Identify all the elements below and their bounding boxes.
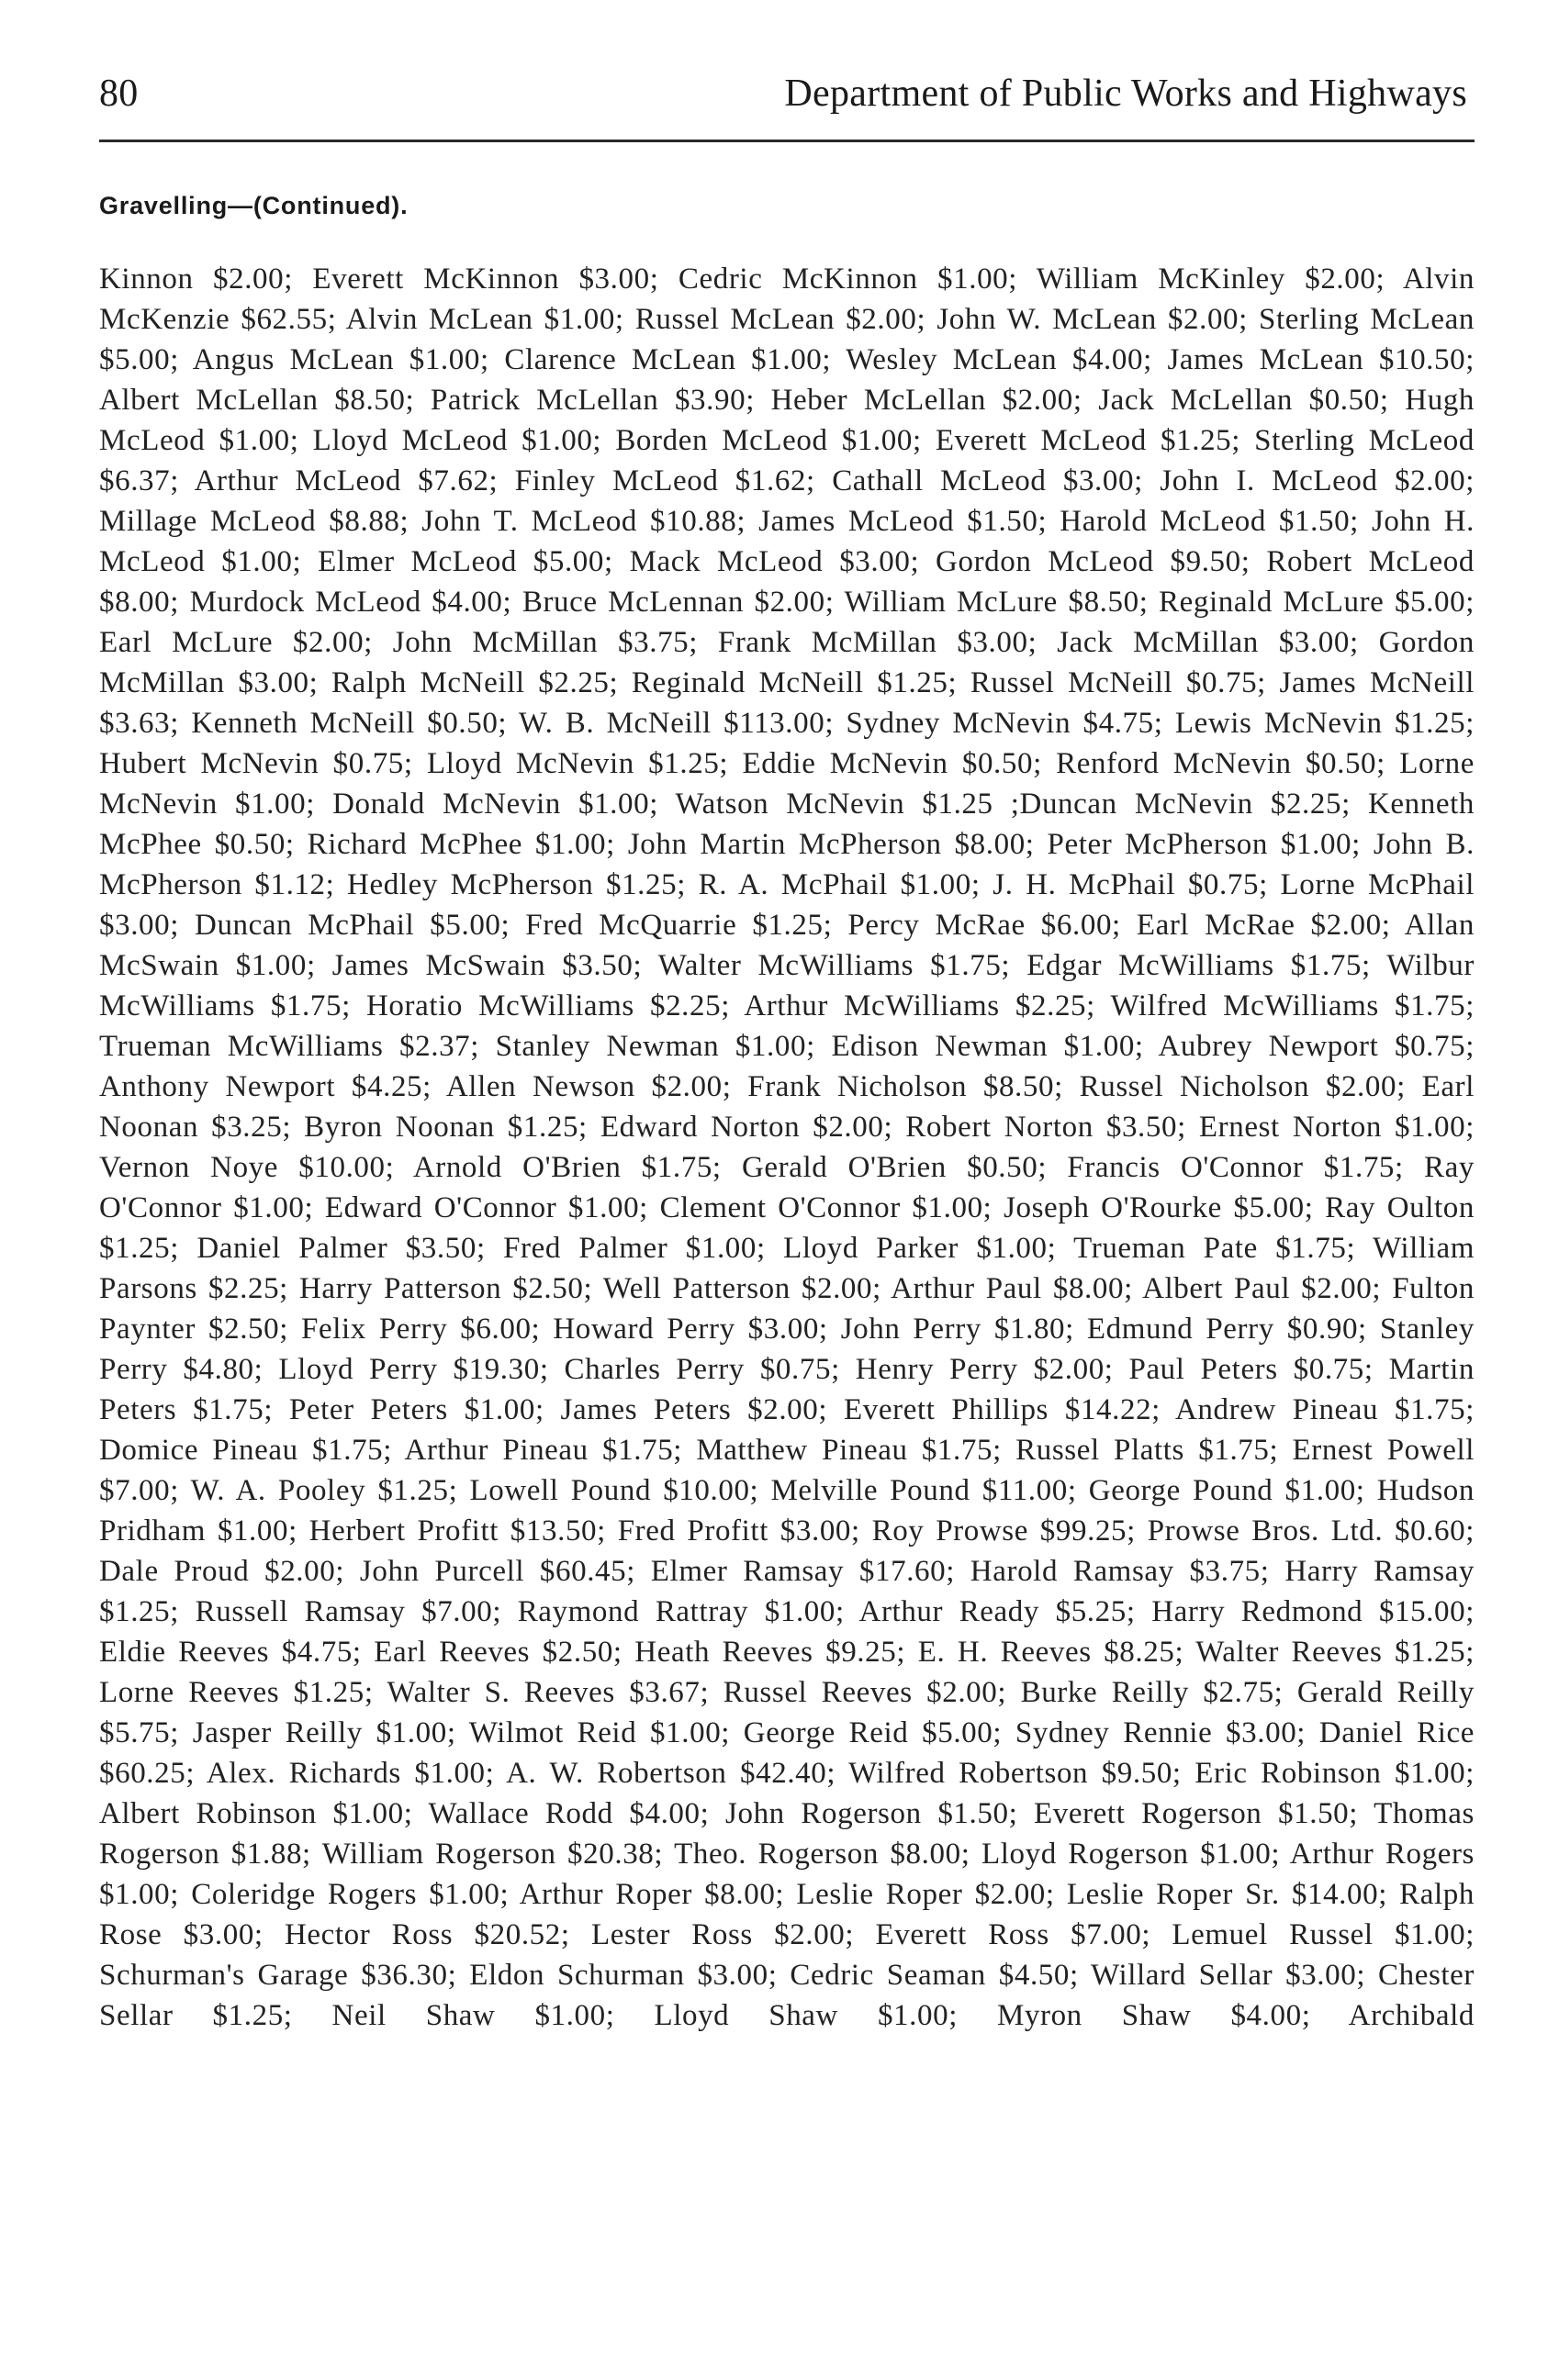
page-title: Department of Public Works and Highways xyxy=(784,73,1467,115)
section-title: Gravelling—(Continued). xyxy=(99,192,409,219)
page-header xyxy=(99,72,1475,142)
body-paragraph: Kinnon $2.00; Everett McKinnon $3.00; Cedric McKinnon $1.00; William McKinley $2.00; Alvin McKenzie $62.55; Alvin McLean $1.00; Russel McLean $2.00; John W. McLean $2.00; Sterling McLean $5.00; Angus McLean $1.00; Clarence McLean $1.00; Wesley McLean $4.00; James McLean $10.50; Albert McLellan $8.50; Patrick McLellan $3.90; Heber McLellan $2.00; Jack McLellan $0.50; Hugh McLeod $1.00; Lloyd McLeod $1.00; Borden McLeod $1.00; Everett McLeod $1.25; Sterling McLeod $6.37; Arthur McLeod $7.62; Finley McLeod $1.62; Cathall McLeod $3.00; John I. McLeod $2.00; Millage McLeod $8.88; John T. McLeod $10.88; James McLeod $1.50; Harold McLeod $1.50; John H. McLeod $1.00; Elmer McLeod $5.00; Mack McLeod $3.00; Gordon McLeod $9.50; Robert McLeod $8.00; Murdock McLeod $4.00; Bruce McLennan $2.00; William McLure $8.50; Reginald McLure $5.00; Earl McLure $2.00; John McMillan $3.75; Frank McMillan $3.00; Jack McMillan $3.00; Gordon McMillan $3.00; Ralph McNeill $2.25; Reginald McNeill $1.25; Russel McNeill $0.75; James McNeill $3.63; Kenneth McNeill $0.50; W. B. McNeill $113.00; Sydney McNevin $4.75; Lewis McNevin $1.25; Hubert McNevin $0.75; Lloyd McNevin $1.25; Eddie McNevin $0.50; Renford McNevin $0.50; Lorne McNevin $1.00; Donald McNevin $1.00; Watson McNevin $1.25 ;Duncan McNevin $2.25; Kenneth McPhee $0.50; Richard McPhee $1.00; John Martin McPherson $8.00; Peter McPherson $1.00; John B. McPherson $1.12; Hedley McPherson $1.25; R. A. McPhail $1.00; J. H. McPhail $0.75; Lorne McPhail $3.00; Duncan McPhail $5.00; Fred McQuarrie $1.25; Percy McRae $6.00; Earl McRae $2.00; Allan McSwain $1.00; James McSwain $3.50; Walter McWilliams $1.75; Edgar McWilliams $1.75; Wilbur McWilliams $1.75; Horatio McWilliams $2.25; Arthur McWilliams $2.25; Wilfred McWilliams $1.75; Trueman McWilliams $2.37; Stanley Newman $1.00; Edison Newman $1.00; Aubrey Newport $0.75; Anthony Newport $4.25; Allen Newson $2.00; Frank Nicholson $8.50; Russel Nicholson $2.00; Earl Noonan $3.25; Byron Noonan $1.25; Edward Norton $2.00; Robert Norton $3.50; Ernest Norton $1.00; Vernon Noye $10.00; Arnold O'Brien $1.75; Gerald O'Brien $0.50; Francis O'Connor $1.75; Ray O'Connor $1.00; Edward O'Connor $1.00; Clement O'Connor $1.00; Joseph O'Rourke $5.00; Ray Oulton $1.25; Daniel Palmer $3.50; Fred Palmer $1.00; Lloyd Parker $1.00; Trueman Pate $1.75; William Parsons $2.25; Harry Patterson $2.50; Well Patterson $2.00; Arthur Paul $8.00; Albert Paul $2.00; Fulton Paynter $2.50; Felix Perry $6.00; Howard Perry $3.00; John Perry $1.80; Edmund Perry $0.90; Stanley Perry $4.80; Lloyd Perry $19.30; Charles Perry $0.75; Henry Perry $2.00; Paul Peters $0.75; Martin Peters $1.75; Peter Peters $1.00; James Peters $2.00; Everett Phillips $14.22; Andrew Pineau $1.75; Domice Pineau $1.75; Arthur Pineau $1.75; Matthew Pineau $1.75; Russel Platts $1.75; Ernest Powell $7.00; W. A. Pooley $1.25; Lowell Pound $10.00; Melville Pound $11.00; George Pound $1.00; Hudson Pridham $1.00; Herbert Profitt $13.50; Fred Profitt $3.00; Roy Prowse $99.25; Prowse Bros. Ltd. $0.60; Dale Proud $2.00; John Purcell $60.45; Elmer Ramsay $17.60; Harold Ramsay $3.75; Harry Ramsay $1.25; Russell Ramsay $7.00; Raymond Rattray $1.00; Arthur Ready $5.25; Harry Redmond $15.00; Eldie Reeves $4.75; Earl Reeves $2.50; Heath Reeves $9.25; E. H. Reeves $8.25; Walter Reeves $1.25; Lorne Reeves $1.25; Walter S. Reeves $3.67; Russel Reeves $2.00; Burke Reilly $2.75; Gerald Reilly $5.75; Jasper Reilly $1.00; Wilmot Reid $1.00; George Reid $5.00; Sydney Rennie $3.00; Daniel Rice $60.25; Alex. Richards $1.00; A. W. Robertson $42.40; Wilfred Robertson $9.50; Eric Robinson $1.00; Albert Robinson $1.00; Wallace Rodd $4.00; John Rogerson $1.50; Everett Rogerson $1.50; Thomas Rogerson $1.88; William Rogerson $20.38; Theo. Rogerson $8.00; Lloyd Rogerson $1.00; Arthur Rogers $1.00; Coleridge Rogers $1.00; Arthur Roper $8.00; Leslie Roper $2.00; Leslie Roper Sr. $14.00; Ralph Rose $3.00; Hector Ross $20.52; Lester Ross $2.00; Everett Ross $7.00; Lemuel Russel $1.00; Schurman's Garage $36.30; Eldon Schurman $3.00; Cedric Seaman $4.50; Willard Sellar $3.00; Chester Sellar $1.25; Neil Shaw $1.00; Lloyd Shaw $1.00; Myron Shaw $4.00; Archibald xyxy=(99,263,1475,2032)
page-number: 80 xyxy=(99,73,139,115)
